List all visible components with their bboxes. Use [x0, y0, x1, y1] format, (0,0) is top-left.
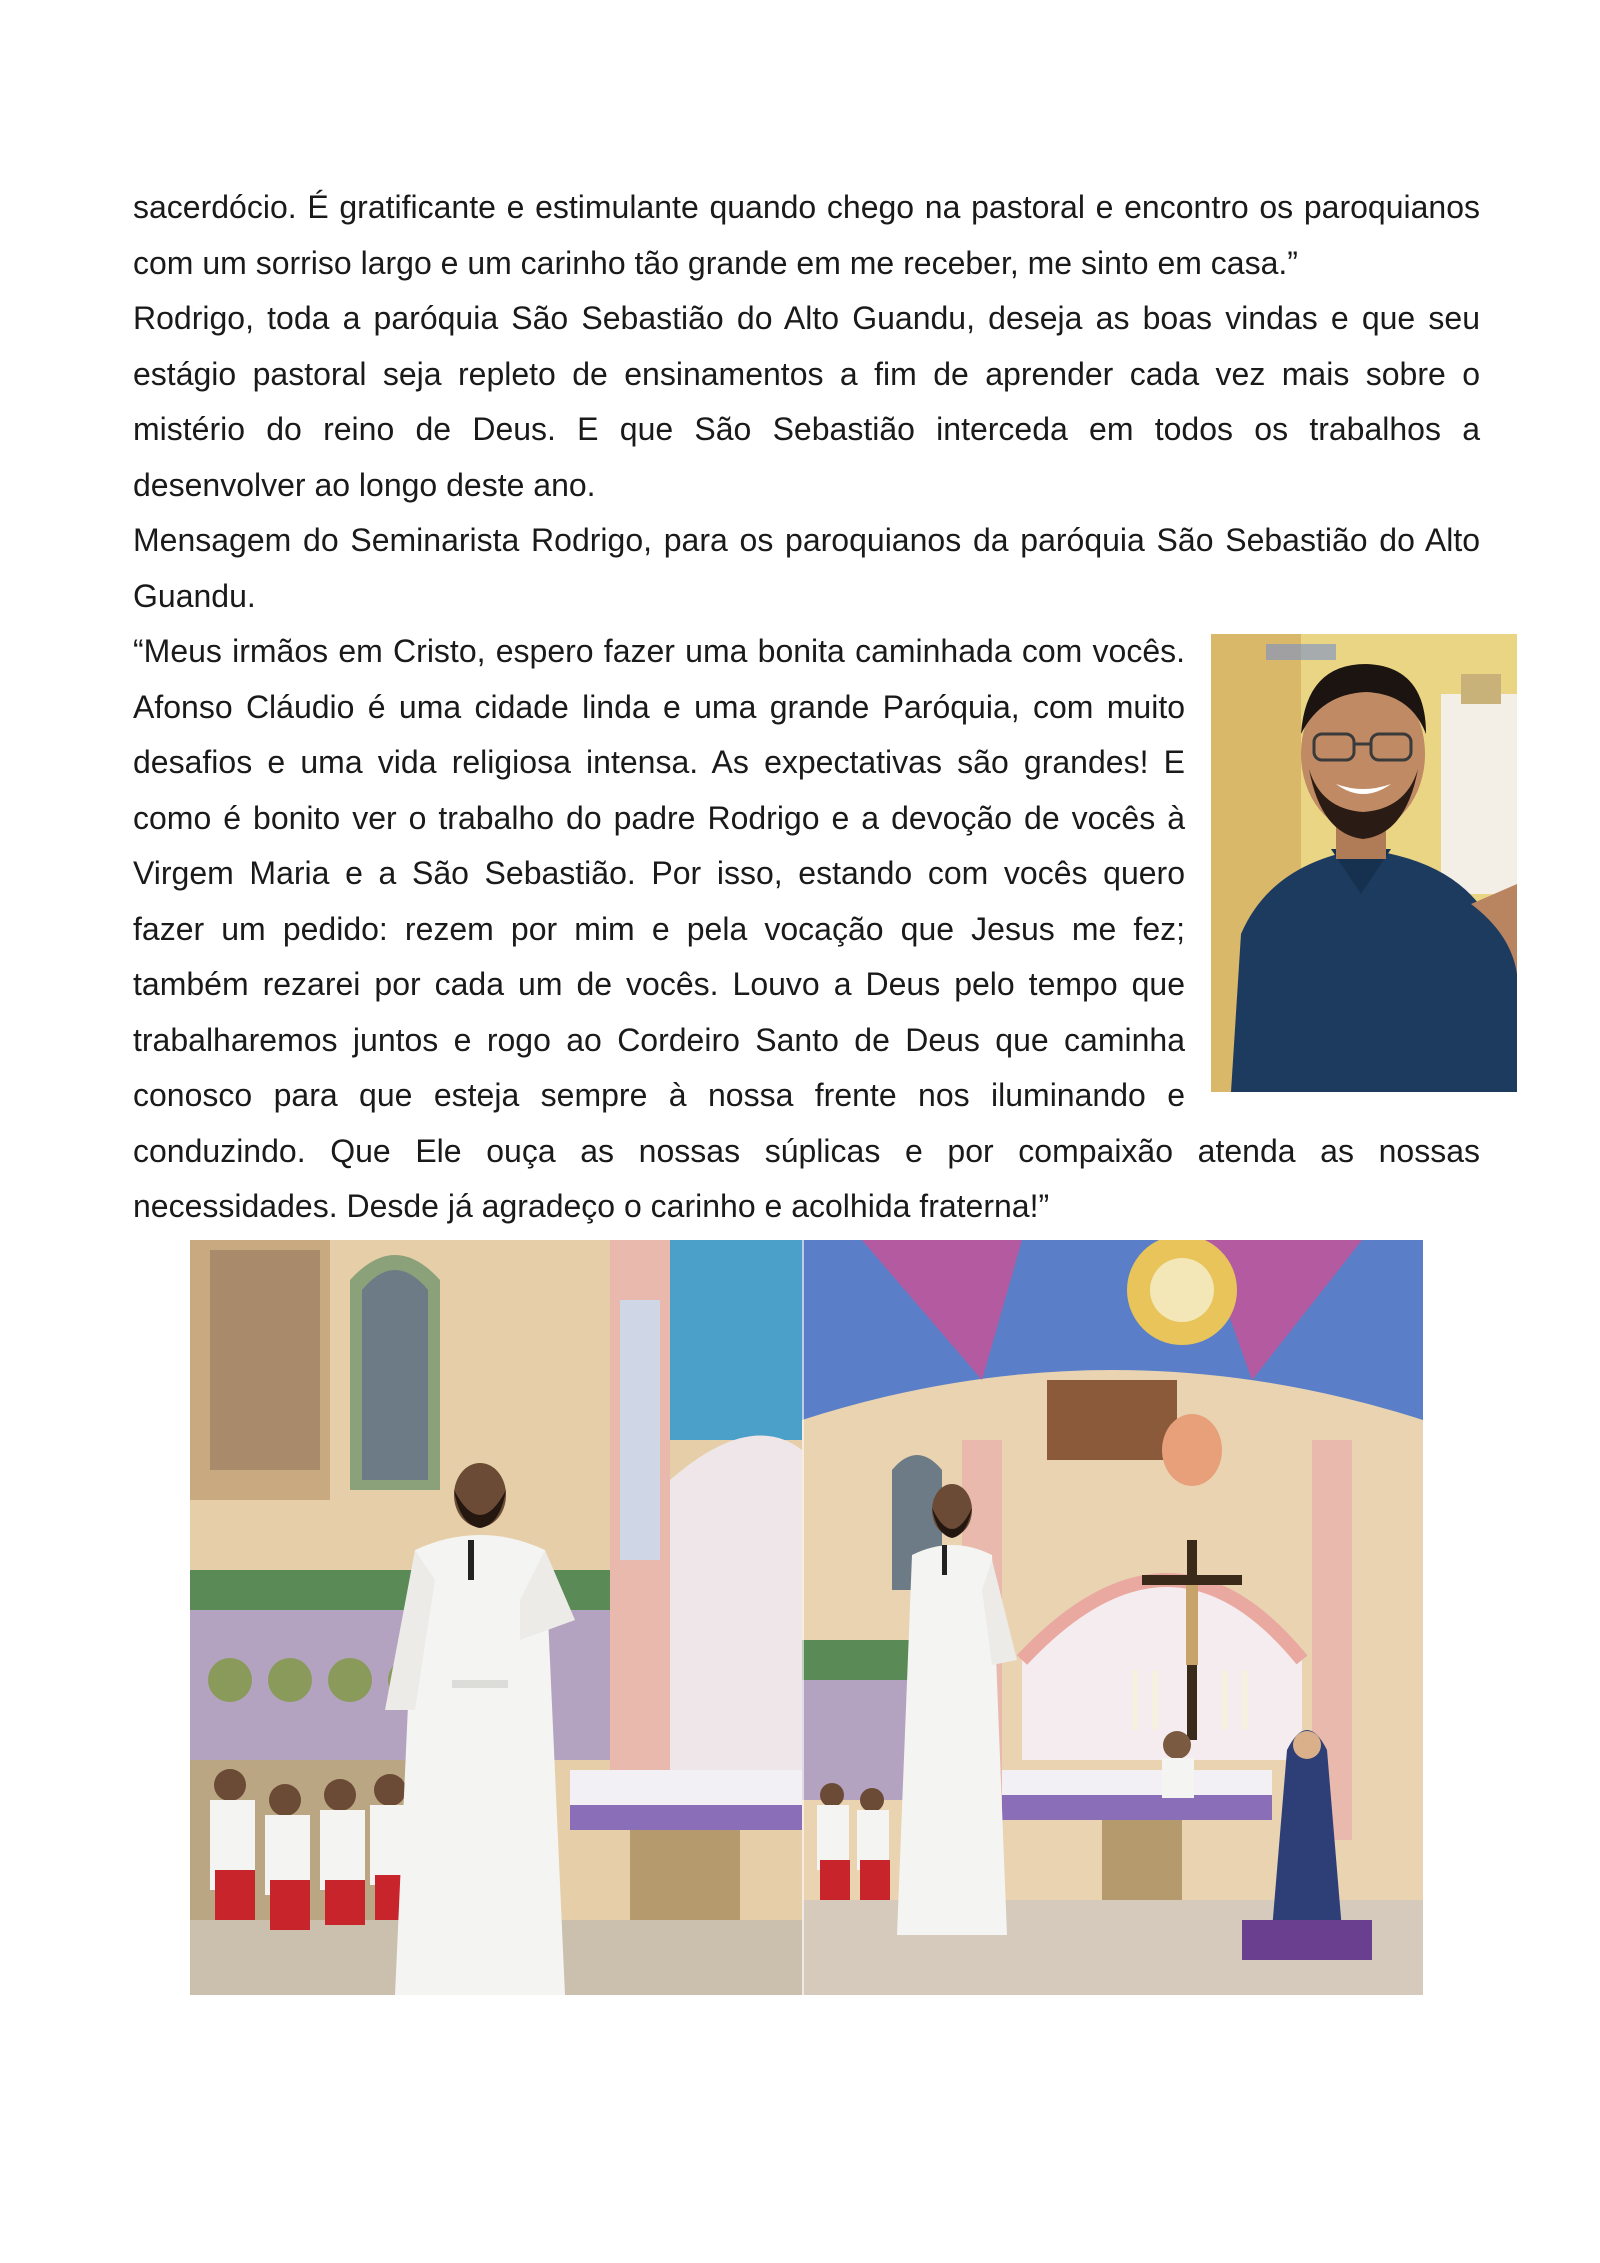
paragraph-3: Mensagem do Seminarista Rodrigo, para os paroquianos da paróquia São Sebastião do Alto Guandu. — [133, 522, 1480, 614]
paragraph-2: Rodrigo, toda a paróquia São Sebastião do Alto Guandu, deseja as boas vindas e que seu estágio pastoral seja repleto de ensinamentos a fim de aprender cada vez mais sobre o mistério do reino de Deus. E que São Sebastião interceda em todos os trabalhos a desenvolver ao longo deste ano. — [133, 300, 1480, 503]
seminarian-portrait-photo — [1211, 634, 1517, 1092]
church-photos — [190, 1240, 1423, 1995]
article-body — [133, 180, 1480, 1235]
paragraph-4-message: “Meus irmãos em Cristo, espero fazer uma bonita caminhada com vocês. Afonso Cláudio é uma cidade linda e uma grande Paróquia, com muito desafios e uma vida religiosa intensa. As expectativas são grandes! E como é bonito ver o trabalho do padre Rodrigo e a devoção de vocês à Virgem Maria e a São Sebastião. Por isso, estando com vocês quero fazer um pedido: rezem por mim e pela vocação que Jesus me fez; também rezarei por cada um de vocês. Louvo a Deus pelo tempo que trabalharemos juntos e rogo ao Cordeiro Santo de Deus que caminha conosco para que esteja sempre à nossa frente nos iluminando e conduzindo. Que Ele ouça as nossas súplicas e por compaixão atenda as nossas necessidades. Desde já agradeço o carinho e acolhida fraterna!” — [133, 633, 1480, 1224]
church-photo-left — [190, 1240, 802, 1995]
paragraph-1: sacerdócio. É gratificante e estimulante quando chego na pastoral e encontro os paroquianos com um sorriso largo e um carinho tão grande em me receber, me sinto em casa.” — [133, 189, 1480, 281]
church-photo-right — [802, 1240, 1423, 1995]
